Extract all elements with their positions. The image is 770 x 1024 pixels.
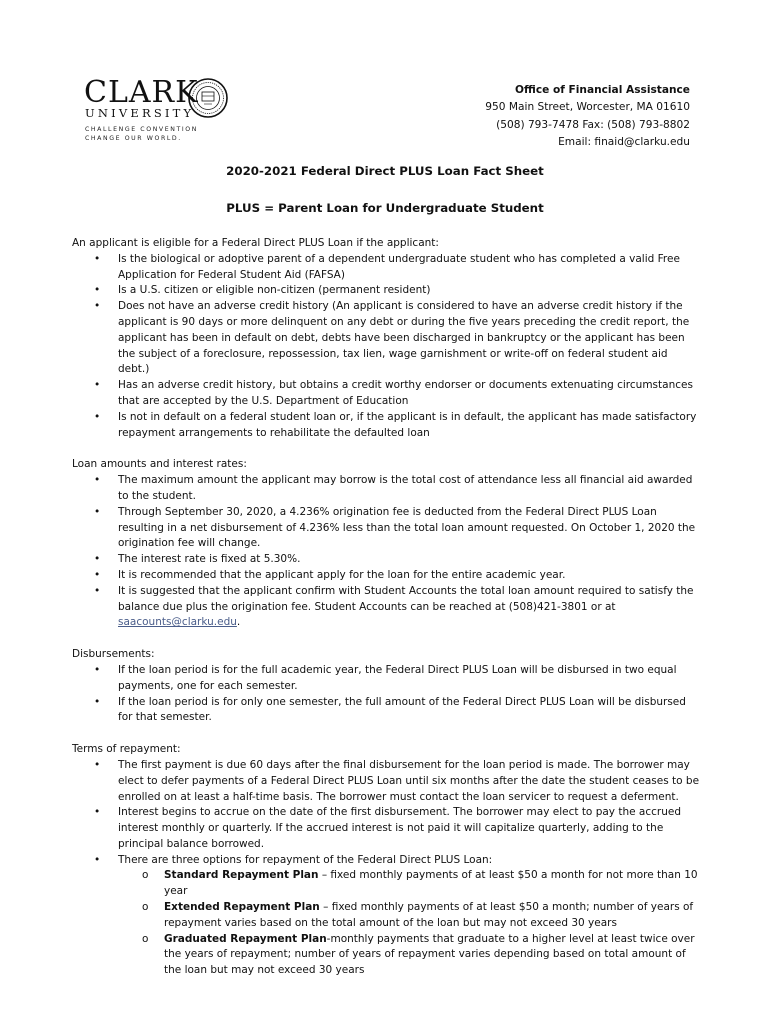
office-phone-fax: (508) 793-7478 Fax: (508) 793-8802 xyxy=(496,118,690,131)
disbursements-list xyxy=(72,663,702,726)
plan-name: Standard Repayment Plan xyxy=(164,869,319,882)
list-item: • If the loan period is for the full academic year, the Federal Direct PLUS Loan will be disbursed in two equal payments, one for each semester. xyxy=(94,663,677,692)
list-item: • The maximum amount the applicant may borrow is the total cost of attendance less all financial aid awarded to the student. xyxy=(94,474,693,502)
student-accounts-email-link[interactable]: saacounts@clarku.edu xyxy=(118,616,237,629)
office-email: Email: finaid@clarku.edu xyxy=(558,135,690,148)
office-name: Office of Financial Assistance xyxy=(515,84,690,96)
disbursements-heading: Disbursements: xyxy=(72,648,155,661)
list-item: • Does not have an adverse credit history (An applicant is considered to have an adverse credit history if the applicant is 90 days or more delinquent on any debt or during the five years preceding the credit report, the applicant has been in default on debt, debts have been discharged in bankruptcy or the applicant has been the subject of a foreclosure, repossession, tax lien, wage garnishment or write-off on federal student aid debt.) xyxy=(94,300,690,376)
list-item: • There are three options for repayment of the Federal Direct PLUS Loan: o Standard Repayment Plan – fixed monthly payments of at least $50 a month for not more than 10 year o Extended Repayment Plan – fixed monthly payments of at least $50 a month; number of years of repayment varies based on the total amount of the loan but may not exceed 30 years o Graduated Repayment Plan-monthly payments that graduate to a higher level at least twice over the years of repayment; number of years of repayment varies depending based on total amount of the loan but may not exceed 30 years xyxy=(72,853,702,979)
logo-tagline: CHALLENGE CONVENTION CHANGE OUR WORLD. xyxy=(85,126,199,142)
list-item: • It is suggested that the applicant confirm with Student Accounts the total loan amount required to satisfy the balance due plus the origination fee. Student Accounts can be reached at (508)421-3801 or at saacounts@clarku.edu. xyxy=(94,584,694,629)
list-item: • The first payment is due 60 days after the final disbursement for the loan period is made. The borrower may elect to defer payments of a Federal Direct PLUS Loan until six months after the date the student ceases to be enrolled on at least a half-time basis. The borrower must contact the loan servicer to request a deferment. xyxy=(94,758,700,803)
list-item: • If the loan period is for only one semester, the full amount of the Federal Direct PLUS Loan will be disbursed for that semester. xyxy=(94,695,686,724)
university-seal-icon xyxy=(188,78,228,118)
list-item: • It is recommended that the applicant apply for the loan for the entire academic year. xyxy=(94,568,566,581)
list-item: • The interest rate is fixed at 5.30%. xyxy=(94,553,301,566)
plan-name: Graduated Repayment Plan xyxy=(164,932,327,945)
list-item: • Is a U.S. citizen or eligible non-citizen (permanent resident) xyxy=(94,284,431,297)
plan-name: Extended Repayment Plan xyxy=(164,901,320,914)
clark-university-logo xyxy=(84,75,234,142)
list-item: • Through September 30, 2020, a 4.236% origination fee is deducted from the Federal Direct PLUS Loan resulting in a net disbursement of 4.236% less than the total loan amount requested. On October 1, 2020 the origination fee will change. xyxy=(94,505,696,550)
repayment-list xyxy=(72,758,702,979)
office-address: 950 Main Street, Worcester, MA 01610 xyxy=(485,101,690,114)
amounts-list xyxy=(72,473,702,631)
document-subtitle: PLUS = Parent Loan for Undergraduate Student xyxy=(226,201,544,215)
plan-item: o Graduated Repayment Plan-monthly payments that graduate to a higher level at least twice over the years of repayment; number of years of repayment varies depending based on total amount of the loan but may not exceed 30 years xyxy=(142,932,695,977)
repayment-heading: Terms of repayment: xyxy=(72,743,181,756)
logo-subtitle: UNIVERSITY xyxy=(85,106,195,120)
eligibility-list xyxy=(72,252,702,442)
logo-wordmark: CLARK xyxy=(84,75,199,110)
list-item: • Is not in default on a federal student loan or, if the applicant is in default, the applicant has made satisfactory repayment arrangements to rehabilitate the defaulted loan xyxy=(94,410,697,439)
list-item: • Is the biological or adoptive parent of a dependent undergraduate student who has completed a valid Free Application for Federal Student Aid (FAFSA) xyxy=(94,252,680,281)
list-item: • Interest begins to accrue on the date of the first disbursement. The borrower may elect to pay the accrued interest monthly or quarterly. If the accrued interest is not paid it will capitalize quarterly, adding to the principal balance borrowed. xyxy=(94,806,681,850)
eligibility-intro: An applicant is eligible for a Federal Direct PLUS Loan if the applicant: xyxy=(72,237,439,249)
repayment-plans-list xyxy=(118,868,702,979)
document-title: 2020-2021 Federal Direct PLUS Loan Fact Sheet xyxy=(226,164,544,178)
list-item: • Has an adverse credit history, but obtains a credit worthy endorser or documents extenuating circumstances that are accepted by the U.S. Department of Education xyxy=(94,379,693,407)
office-contact-block xyxy=(485,82,690,151)
plan-item: o Extended Repayment Plan – fixed monthly payments of at least $50 a month; number of years of repayment varies based on the total amount of the loan but may not exceed 30 years xyxy=(142,901,694,929)
document-body xyxy=(72,236,702,979)
plan-item: o Standard Repayment Plan – fixed monthly payments of at least $50 a month for not more than 10 year xyxy=(142,869,698,898)
amounts-heading: Loan amounts and interest rates: xyxy=(72,458,247,471)
